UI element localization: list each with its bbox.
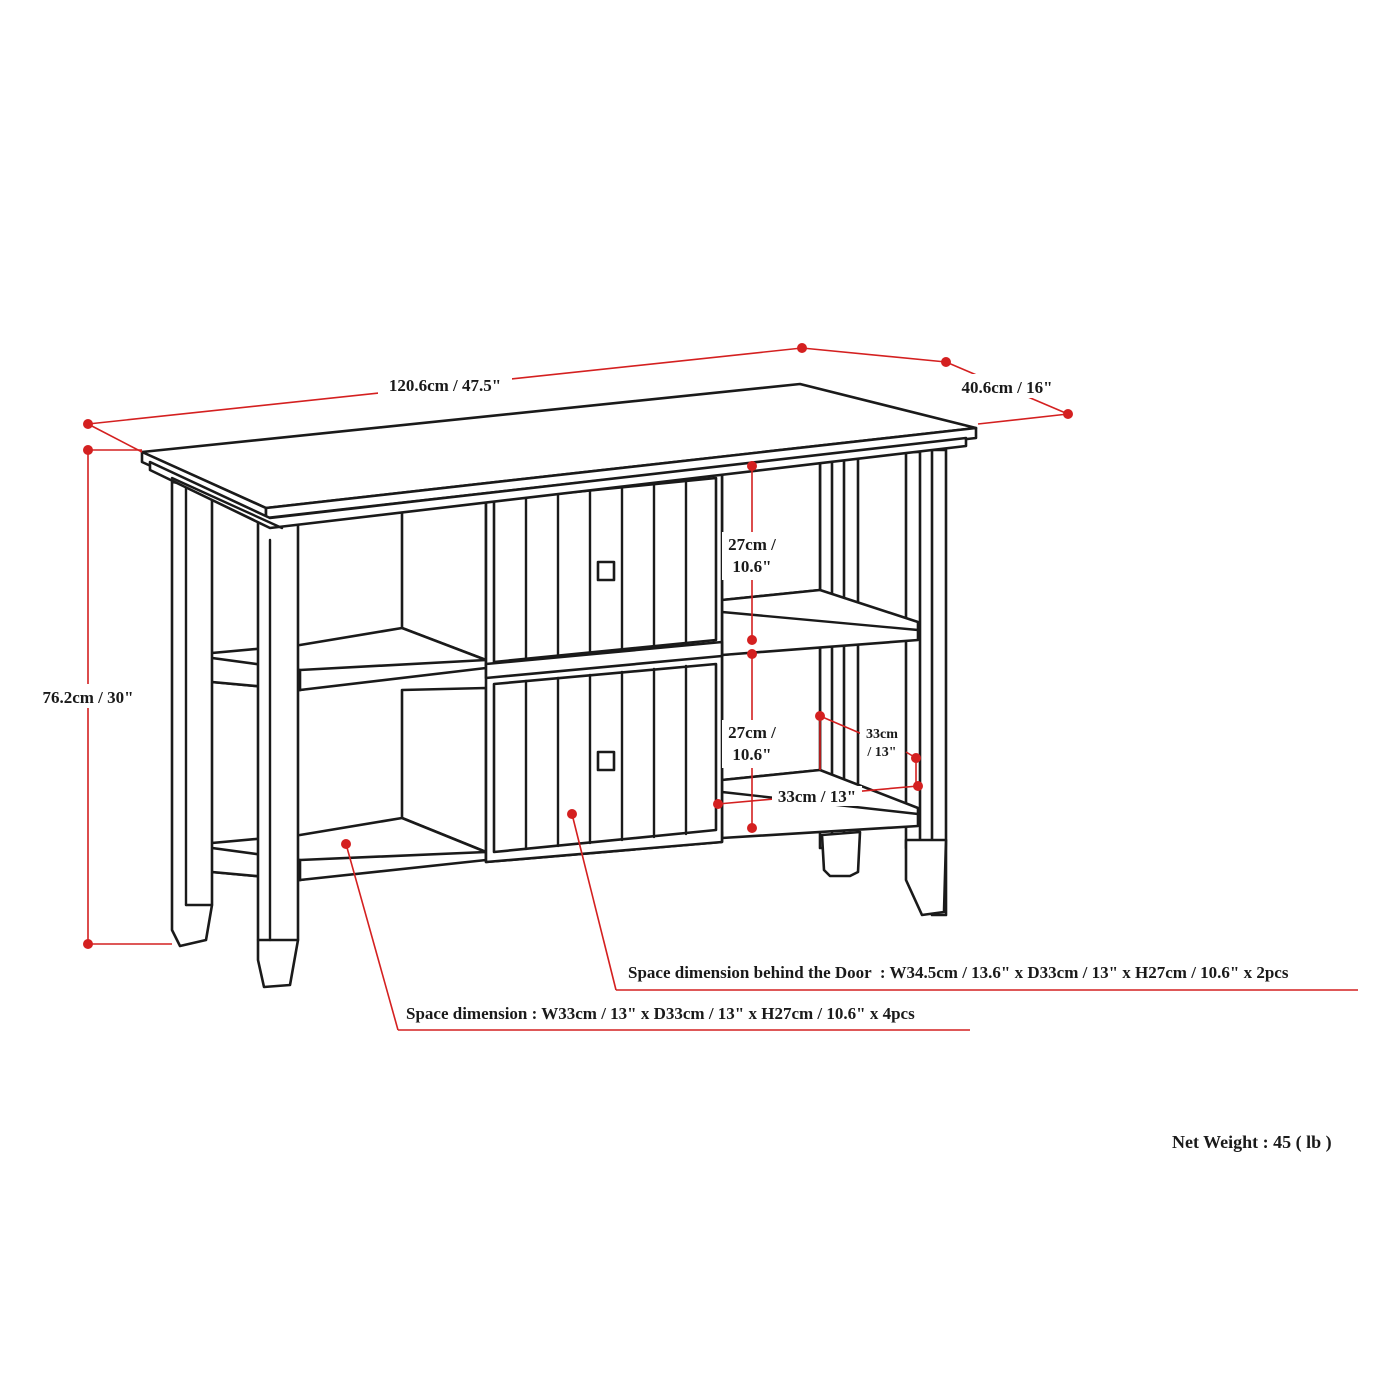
height-label: 76.2cm / 30" bbox=[42, 688, 134, 707]
lower-space-height-label-line1: 27cm / bbox=[728, 723, 776, 742]
width-label: 120.6cm / 47.5" bbox=[388, 376, 502, 395]
shelf-depth-label-line2: / 13" bbox=[867, 745, 897, 760]
console-table-drawing bbox=[142, 384, 976, 987]
depth-label: 40.6cm / 16" bbox=[961, 378, 1053, 397]
shelf-depth-label-line1: 33cm bbox=[866, 727, 898, 742]
lower-door bbox=[494, 664, 716, 852]
net-weight-label: Net Weight : 45 ( lb ) bbox=[1172, 1132, 1332, 1152]
upper-space-height-label-line2: 10.6" bbox=[732, 557, 772, 576]
door-space-note: Space dimension behind the Door : W34.5cm / 13.6" x D33cm / 13" x H27cm / 10.6" x 2pcs bbox=[628, 963, 1289, 982]
upper-space-height-label-line1: 27cm / bbox=[728, 535, 776, 554]
lower-door-knob-icon bbox=[598, 752, 614, 770]
lower-space-height-label-line2: 10.6" bbox=[732, 745, 772, 764]
depth-start-dot bbox=[941, 357, 951, 367]
shelf-width-label: 33cm / 13" bbox=[777, 787, 857, 806]
open-space-note: Space dimension : W33cm / 13" x D33cm / 13" x H27cm / 10.6" x 4pcs bbox=[406, 1004, 915, 1023]
upper-door-knob-icon bbox=[598, 562, 614, 580]
back-legs bbox=[820, 450, 946, 915]
front-left-leg bbox=[172, 482, 212, 946]
upper-door bbox=[494, 478, 716, 662]
front-center-leg bbox=[258, 515, 298, 987]
